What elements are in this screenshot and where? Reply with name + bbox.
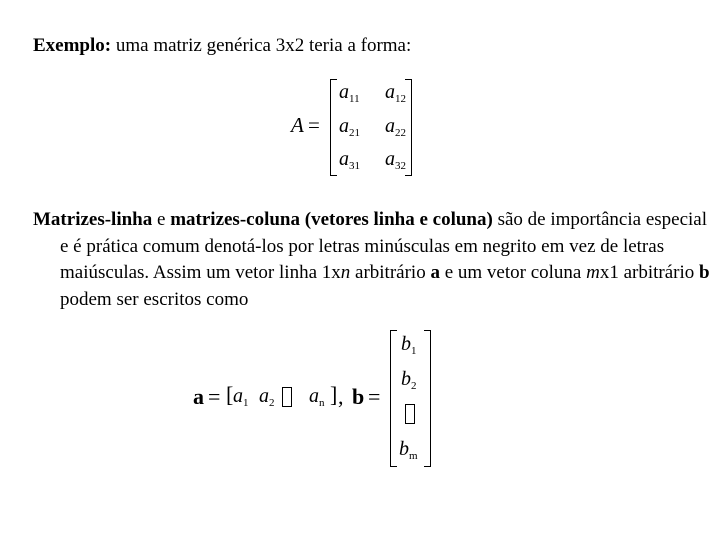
row-entry: $a_n$	[309, 385, 325, 409]
col-vector-name: b	[352, 384, 365, 409]
matrix-a-cell: $a_{22}$	[385, 115, 406, 139]
paragraph-text: podem ser escritos como	[60, 288, 249, 310]
vector-comma: ,	[338, 384, 344, 409]
row-entry: $a_1$	[233, 385, 249, 409]
paragraph-text: e um vetor coluna	[439, 262, 587, 283]
var-a-bold: a	[430, 262, 440, 283]
col-entry: $b_2$	[401, 368, 417, 392]
vertical-ellipsis-placeholder-icon	[405, 404, 415, 427]
row-vector-right-bracket: ]	[330, 382, 338, 407]
matrix-a-cell: $a_{32}$	[385, 148, 406, 172]
matrix-a-name: A	[291, 113, 304, 137]
paragraph-text: e	[152, 209, 171, 230]
matrix-a-cell: $a_{31}$	[339, 148, 360, 172]
var-b-bold: b	[699, 262, 710, 283]
var-m: m	[586, 262, 600, 283]
col-vector-equals: =	[368, 384, 381, 409]
matrix-a-cell: $a_{12}$	[385, 81, 406, 105]
col-vector-right-bracket	[424, 330, 431, 467]
paragraph-text: arbitrário	[350, 262, 431, 283]
example-label: Exemplo:	[33, 35, 112, 56]
col-entry: $b_m$	[399, 438, 418, 462]
matrix-a-cell: $a_{21}$	[339, 115, 360, 139]
term-vetores: (vetores linha e coluna)	[304, 209, 493, 230]
example-intro	[33, 34, 411, 58]
matrix-a-cell: $a_{11}$	[339, 81, 360, 105]
row-vector-name: a	[193, 384, 204, 409]
matrix-a-right-bracket	[405, 79, 412, 176]
paragraph-text: x1 arbitrário	[599, 262, 700, 283]
vectors-paragraph	[33, 207, 720, 313]
term-matrizes-coluna: matrizes-coluna	[170, 209, 301, 230]
ellipsis-placeholder-icon	[282, 387, 292, 410]
paragraph-text: são de importância especial e é prática comum denotá-los por letras minúsculas em negrito em vez de letras maiúsculas. Assim um vetor linha 1x	[60, 209, 708, 283]
matrix-a-equals: =	[308, 113, 320, 137]
example-text: uma matriz genérica 3x2 teria a forma:	[111, 35, 412, 56]
row-vector-left-bracket: [	[226, 382, 234, 407]
row-entry: $a_2$	[259, 385, 275, 409]
col-entry: $b_1$	[401, 333, 417, 357]
col-vector-left-bracket	[390, 330, 397, 467]
term-matrizes-linha: Matrizes-linha	[33, 209, 153, 230]
row-vector-equals: =	[208, 384, 221, 409]
var-n: n	[340, 262, 351, 283]
matrix-a-left-bracket	[330, 79, 337, 176]
